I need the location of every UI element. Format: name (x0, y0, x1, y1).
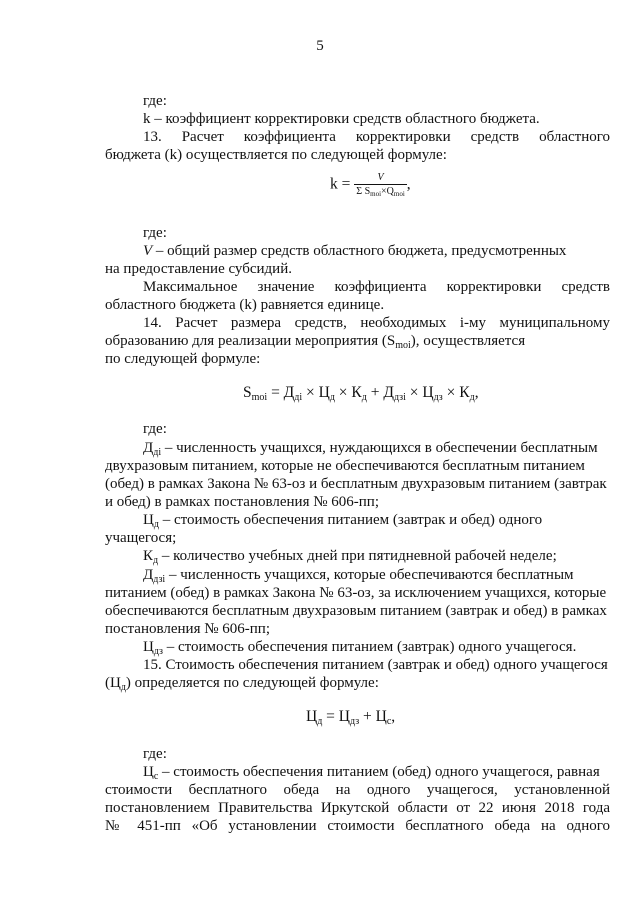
definition-cs: $Ц_с$ – стоимость обеспечения питанием (обед) одного учащегося, равная (143, 764, 600, 782)
definition-cdz: $Ц_{дз}$ – стоимость обеспечения питанием (завтрак) одного учащегося. (143, 639, 577, 657)
definition-v: V – общий размер средств областного бюджета, предусмотренных (143, 243, 567, 259)
paragraph-13-line-1: 13. Расчет коэффициента корректировки средств областного (143, 129, 610, 145)
where-label: где: (143, 746, 167, 762)
definition-cd-cont: учащегося; (105, 530, 177, 546)
paragraph-15-line-2: $(Ц_д)$ определяется по следующей формуле: (105, 675, 379, 693)
definition-ddi-cont-1: двухразовым питанием, которые не обеспечиваются бесплатным питанием (105, 458, 585, 474)
definition-cd: $Ц_д$ – стоимость обеспечения питанием (завтрак и обед) одного (143, 512, 543, 530)
paragraph-14-line-1: 14. Расчет размера средств, необходимых i-му муниципальному (143, 315, 610, 331)
definition-ddzi: $Д_{дзi}$ – численность учащихся, которые обеспечиваются бесплатным (143, 567, 574, 585)
definition-ddzi-cont-1: питанием (обед) в рамках Закона № 63-оз, за исключением учащихся, которые (105, 585, 607, 601)
definition-ddi-cont-2: (обед) в рамках Закона № 63-оз и бесплатным двухразовым питанием (завтрак (105, 476, 607, 492)
definition-v-cont: на предоставление субсидий. (105, 261, 292, 277)
paragraph-14-line-3: по следующей формуле: (105, 351, 261, 367)
definition-ddzi-cont-2: обеспечиваются бесплатным двухразовым питанием (завтрак и обед) в рамках (105, 603, 607, 619)
where-label: где: (143, 93, 167, 109)
formula-cd: $Ц_д = Ц_{дз} + Ц_с$, (306, 708, 396, 727)
definition-cs-cont-2: постановлением Правительства Иркутской области от 22 июня 2018 года (105, 800, 610, 816)
fraction: $\frac{V}{\Sigma S_{moi}\times Q_{moi}}$ (356, 172, 405, 198)
where-label: где: (143, 421, 167, 437)
definition-ddi: $Д_{дi}$ – численность учащихся, нуждающихся в обеспечении бесплатным (143, 440, 598, 458)
definition-cs-cont-1: стоимости бесплатного обеда на одного учащегося, установленной (105, 782, 610, 798)
formula-smoi: $S_{moi} = Д_{дi} \times Ц_д \times К_д + Д_{дзi} \times Ц_{дз} \times К_д$, (243, 384, 479, 403)
definition-ddzi-cont-3: постановления № 606-пп; (105, 621, 270, 637)
page-number: 5 (316, 38, 324, 54)
where-label: где: (143, 225, 167, 241)
formula-k: k = $\frac{V}{\Sigma S_{moi}\times Q_{moi}}$ , (330, 172, 411, 198)
definition-ddi-cont-3: и обед) в рамках постановления № 606-пп; (105, 494, 379, 510)
definition-kd: $К_д$ – количество учебных дней при пятидневной рабочей неделе; (143, 548, 557, 566)
definition-cs-cont-3: № 451-пп «Об установлении стоимости бесплатного обеда на одного (105, 818, 610, 834)
definition-k: k – коэффициент корректировки средств областного бюджета. (143, 111, 540, 127)
paragraph-15-line-1: 15. Стоимость обеспечения питанием (завтрак и обед) одного учащегося (143, 657, 608, 673)
paragraph-14-line-2: образованию для реализации мероприятия $(S_{moi})$, осуществляется (105, 333, 526, 351)
paragraph-13-line-2: бюджета (k) осуществляется по следующей формуле: (105, 147, 447, 163)
max-coef-line-2: областного бюджета (k) равняется единице. (105, 297, 385, 313)
max-coef-line-1: Максимальное значение коэффициента корректировки средств (143, 279, 610, 295)
